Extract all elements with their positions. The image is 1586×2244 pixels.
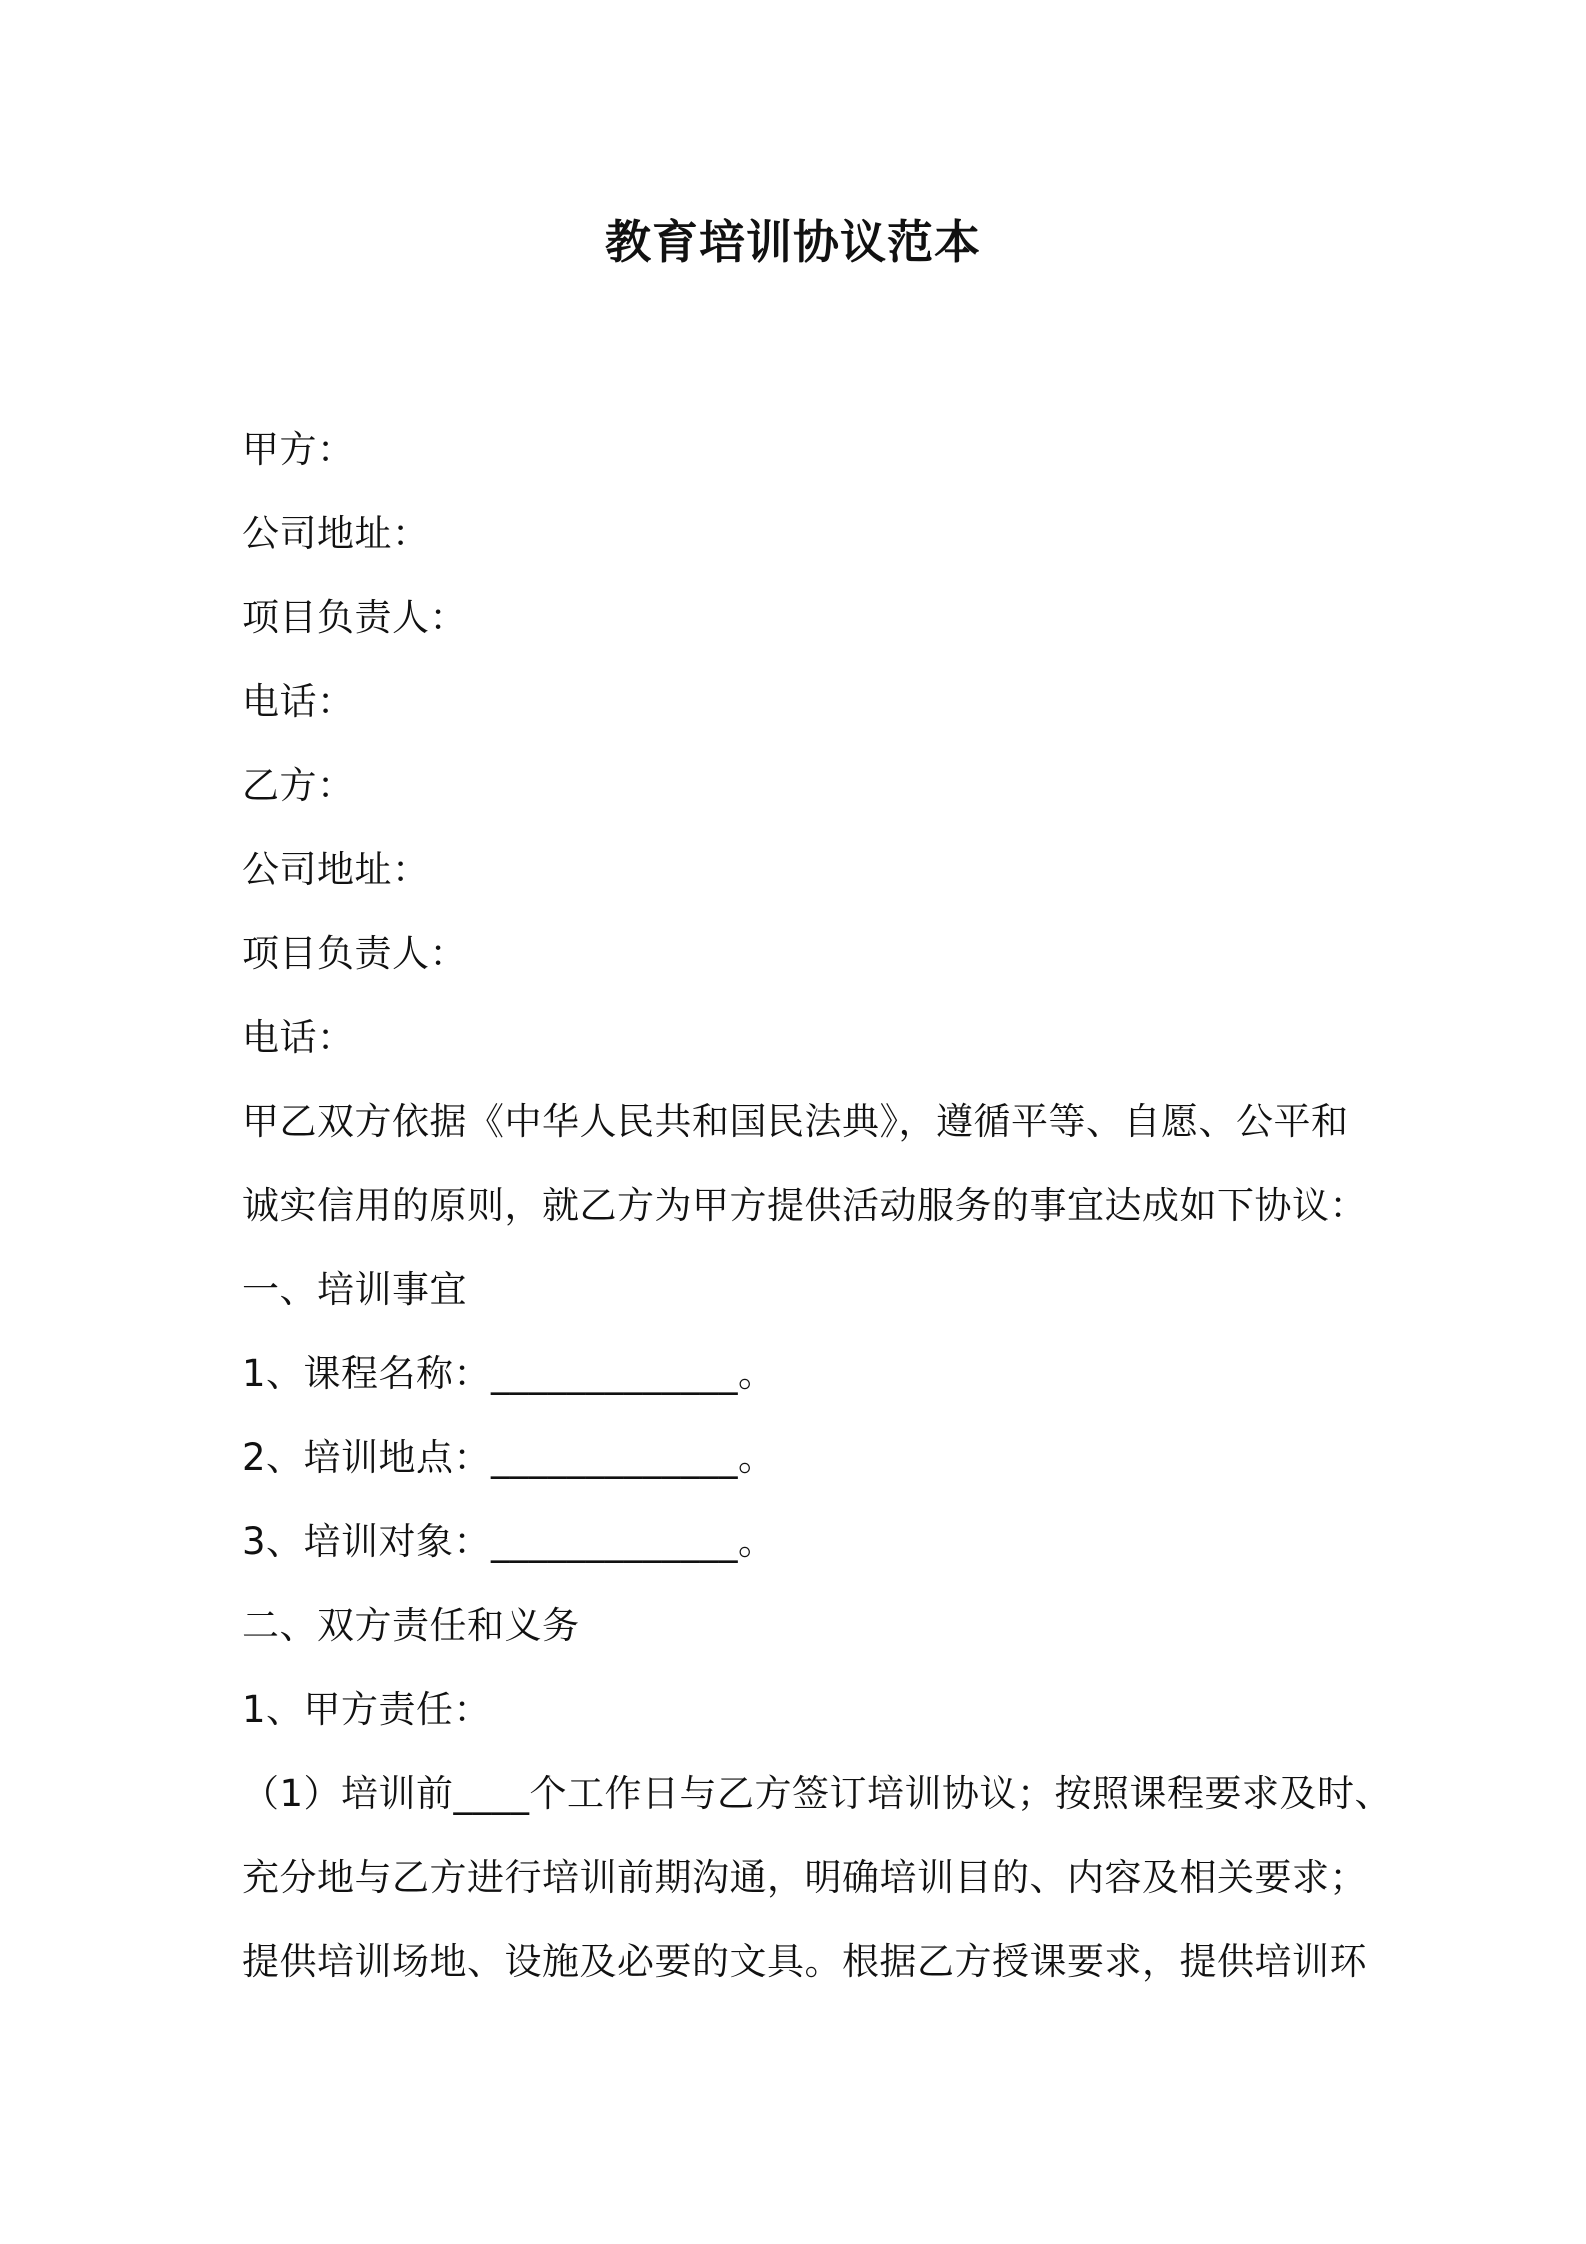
section-heading-training: 一、培训事宜 <box>242 1268 467 1311</box>
clause-paragraph-line-2: 充分地与乙方进行培训前期沟通，明确培训目的、内容及相关要求； <box>242 1856 1367 1899</box>
party-a-manager: 项目负责人： <box>242 596 467 639</box>
section-heading-responsibilities: 二、双方责任和义务 <box>242 1604 580 1647</box>
training-target-line: 3、培训对象：_____________。 <box>242 1520 776 1563</box>
document-body <box>242 408 1393 2004</box>
party-b-manager: 项目负责人： <box>242 932 467 975</box>
party-b-phone: 电话： <box>242 1016 355 1059</box>
party-a-responsibility-heading: 1、甲方责任： <box>242 1688 492 1731</box>
course-name-line: 1、课程名称：_____________。 <box>242 1352 776 1395</box>
party-b-address: 公司地址： <box>242 848 430 891</box>
party-b-label: 乙方： <box>242 764 355 807</box>
preamble-line-2: 诚实信用的原则，就乙方为甲方提供活动服务的事宜达成如下协议： <box>242 1184 1367 1227</box>
clause-paragraph-line-3: 提供培训场地、设施及必要的文具。根据乙方授课要求，提供培训环 <box>242 1940 1367 1983</box>
training-location-line: 2、培训地点：_____________。 <box>242 1436 776 1479</box>
party-a-label: 甲方： <box>242 428 355 471</box>
clause-paragraph-line-1: （1）培训前____个工作日与乙方签订培训协议；按照课程要求及时、 <box>242 1772 1393 1815</box>
party-a-phone: 电话： <box>242 680 355 723</box>
document-title: 教育培训协议范本 <box>605 215 981 269</box>
preamble-line-1: 甲乙双方依据《中华人民共和国民法典》，遵循平等、自愿、公平和 <box>242 1100 1349 1143</box>
party-a-address: 公司地址： <box>242 512 430 555</box>
